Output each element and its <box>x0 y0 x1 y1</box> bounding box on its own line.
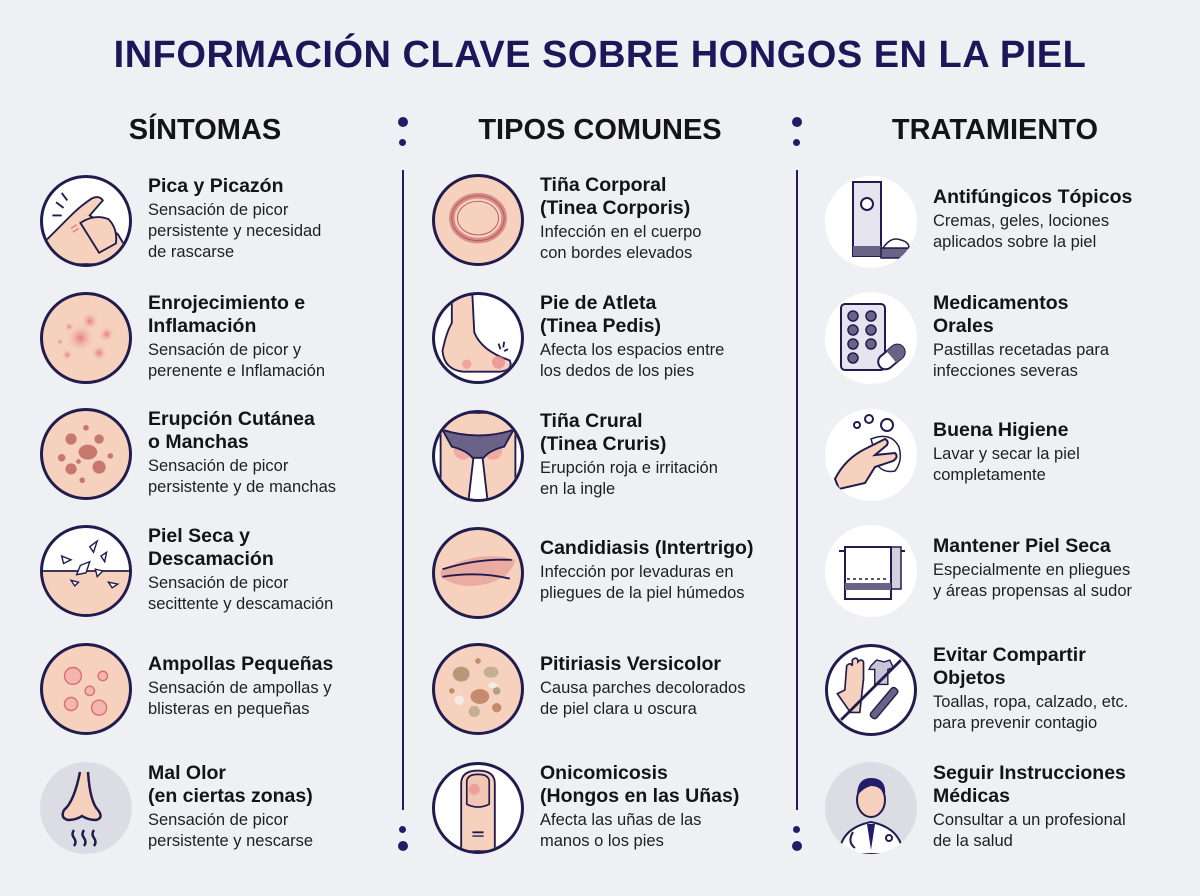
divider-dot <box>398 841 408 851</box>
treatment-item <box>825 644 1128 736</box>
title-line: Objetos <box>933 667 1006 689</box>
discolored-patches-icon <box>432 643 524 735</box>
scratching-hands-icon <box>40 175 132 267</box>
title-line: (Tinea Corporis) <box>540 197 691 219</box>
desc-line: Sensación de picor <box>148 811 289 829</box>
title-line: Pie de Atleta <box>540 292 657 314</box>
desc-line: Infección en el cuerpo <box>540 223 702 241</box>
desc-line: pliegues de la piel húmedos <box>540 584 745 602</box>
desc-line: de la salud <box>933 832 1013 850</box>
title-line: Descamación <box>148 548 274 570</box>
desc-line: persistente y de manchas <box>148 478 337 496</box>
athletes-foot-icon <box>432 292 524 384</box>
type-item <box>432 292 724 384</box>
ringworm-ring-icon <box>432 174 524 266</box>
peeling-skin-flakes-icon <box>40 525 132 617</box>
title-line: o Manchas <box>148 431 249 453</box>
type-item <box>432 527 753 619</box>
symptom-item <box>40 643 333 735</box>
title-line: Onicomicosis <box>540 762 668 784</box>
item-description <box>933 692 1128 734</box>
desc-line: infecciones severas <box>933 362 1078 380</box>
divider-dot <box>399 826 406 833</box>
item-title <box>933 762 1126 808</box>
item-description <box>148 456 336 498</box>
desc-line: de piel clara u oscura <box>540 700 697 718</box>
divider-dot <box>793 826 800 833</box>
item-description <box>540 458 718 500</box>
cream-tube-icon <box>825 176 917 268</box>
desc-line: Infección por levaduras en <box>540 563 734 581</box>
item-title <box>540 762 739 808</box>
desc-line: Causa parches decolorados <box>540 679 746 697</box>
title-line: Erupción Cutánea <box>148 408 315 430</box>
item-title <box>148 762 313 808</box>
title-line: Inflamación <box>148 315 257 337</box>
desc-line: Afecta los espacios entre <box>540 341 725 359</box>
title-line: Mantener Piel Seca <box>933 535 1111 557</box>
desc-line: Pastillas recetadas para <box>933 341 1110 359</box>
desc-line: Cremas, geles, lociones <box>933 212 1110 230</box>
item-description <box>540 340 724 382</box>
desc-line: Sensación de picor <box>148 574 289 592</box>
title-line: Tiña Crural <box>540 410 643 432</box>
column-heading-tipos: TIPOS COMUNES <box>478 114 722 146</box>
skin-fold-icon <box>432 527 524 619</box>
divider-dot <box>398 117 408 127</box>
item-title <box>933 535 1132 558</box>
title-line: Antifúngicos Tópicos <box>933 186 1133 208</box>
symptom-item <box>40 292 325 384</box>
item-description <box>540 562 753 604</box>
item-description <box>540 222 701 264</box>
divider-line <box>402 170 404 810</box>
item-title <box>148 408 336 454</box>
page-title: INFORMACIÓN CLAVE SOBRE HONGOS EN LA PIEL <box>113 34 1087 76</box>
skin-rash-spots-icon <box>40 408 132 500</box>
divider-dot <box>399 139 406 146</box>
item-title <box>933 292 1109 338</box>
divider-dot <box>792 117 802 127</box>
desc-line: con bordes elevados <box>540 244 693 262</box>
treatment-item <box>825 292 1109 384</box>
desc-line: Sensación de picor <box>148 201 289 219</box>
treatment-item <box>825 176 1132 268</box>
column-heading-tratamiento: TRATAMIENTO <box>891 114 1099 146</box>
doctor-icon <box>825 762 917 854</box>
symptom-item <box>40 525 333 617</box>
pill-blister-icon <box>825 292 917 384</box>
type-item <box>432 762 739 854</box>
desc-line: manos o los pies <box>540 832 664 850</box>
title-line: Médicas <box>933 785 1010 807</box>
desc-line: en la ingle <box>540 480 616 498</box>
item-title <box>148 525 333 571</box>
red-inflamed-skin-icon <box>40 292 132 384</box>
title-line: (Hongos en las Uñas) <box>540 785 740 807</box>
title-line: (Tinea Pedis) <box>540 315 662 337</box>
item-title <box>933 644 1128 690</box>
item-title <box>933 419 1080 442</box>
nose-odor-icon <box>40 762 132 854</box>
column-divider-left <box>396 0 410 896</box>
title-line: Seguir Instrucciones <box>933 762 1126 784</box>
small-blisters-icon <box>40 643 132 735</box>
column-divider-right <box>790 0 804 896</box>
hand-washing-icon <box>825 409 917 501</box>
item-title <box>933 186 1132 209</box>
title-line: Enrojecimiento e <box>148 292 306 314</box>
desc-line: completamente <box>933 466 1046 484</box>
groin-underwear-icon <box>432 410 524 502</box>
desc-line: de rascarse <box>148 243 235 261</box>
desc-line: Consultar a un profesional <box>933 811 1126 829</box>
item-description <box>148 200 321 263</box>
desc-line: persistente y nescarse <box>148 832 314 850</box>
item-title <box>540 174 701 220</box>
title-line: Orales <box>933 315 994 337</box>
treatment-item <box>825 525 1132 617</box>
title-line: (en ciertas zonas) <box>148 785 313 807</box>
title-line: Piel Seca y <box>148 525 250 547</box>
item-description <box>933 211 1132 253</box>
type-item <box>432 643 745 735</box>
item-description <box>540 678 745 720</box>
desc-line: Sensación de picor <box>148 457 289 475</box>
title-line: Candidiasis (Intertrigo) <box>540 537 754 559</box>
desc-line: secittente y descamación <box>148 595 334 613</box>
item-title <box>540 292 724 338</box>
item-description <box>933 340 1109 382</box>
item-title <box>540 537 753 560</box>
title-line: Evitar Compartir <box>933 644 1086 666</box>
divider-dot <box>792 841 802 851</box>
desc-line: persistente y necesidad <box>148 222 322 240</box>
desc-line: para prevenir contagio <box>933 714 1098 732</box>
title-line: Medicamentos <box>933 292 1069 314</box>
item-description <box>933 444 1080 486</box>
title-line: Pitiriasis Versicolor <box>540 653 722 675</box>
treatment-item <box>825 409 1080 501</box>
type-item <box>432 410 718 502</box>
desc-line: Afecta las uñas de las <box>540 811 702 829</box>
title-line: Mal Olor <box>148 762 227 784</box>
column-heading-sintomas: SÍNTOMAS <box>128 114 282 146</box>
desc-line: blisteras en pequeñas <box>148 700 310 718</box>
desc-line: aplicados sobre la piel <box>933 233 1097 251</box>
treatment-item <box>825 762 1126 854</box>
divider-dot <box>793 139 800 146</box>
desc-line: perenente e Inflamación <box>148 362 326 380</box>
towel-icon <box>825 525 917 617</box>
item-title <box>148 292 325 338</box>
item-description <box>933 560 1132 602</box>
title-line: Buena Higiene <box>933 419 1069 441</box>
title-line: (Tinea Cruris) <box>540 433 667 455</box>
item-title <box>148 175 321 198</box>
desc-line: Lavar y secar la piel <box>933 445 1080 463</box>
desc-line: Sensación de picor y <box>148 341 302 359</box>
title-line: Tiña Corporal <box>540 174 667 196</box>
item-description <box>540 810 739 852</box>
title-line: Ampollas Pequeñas <box>148 653 334 675</box>
item-description <box>148 340 325 382</box>
item-description <box>148 678 333 720</box>
divider-line <box>796 170 798 810</box>
item-title <box>540 410 718 456</box>
desc-line: Erupción roja e irritación <box>540 459 718 477</box>
title-line: Pica y Picazón <box>148 175 284 197</box>
no-sharing-icon <box>825 644 917 736</box>
desc-line: y áreas propensas al sudor <box>933 582 1133 600</box>
symptom-item <box>40 762 313 854</box>
item-title <box>148 653 333 676</box>
desc-line: los dedos de los pies <box>540 362 695 380</box>
item-description <box>933 810 1126 852</box>
fingernail-icon <box>432 762 524 854</box>
symptom-item <box>40 175 321 267</box>
type-item <box>432 174 701 266</box>
desc-line: Sensación de ampollas y <box>148 679 332 697</box>
desc-line: Especialmente en pliegues <box>933 561 1131 579</box>
desc-line: Toallas, ropa, calzado, etc. <box>933 693 1129 711</box>
item-title <box>540 653 745 676</box>
symptom-item <box>40 408 336 500</box>
item-description <box>148 810 313 852</box>
item-description <box>148 573 333 615</box>
